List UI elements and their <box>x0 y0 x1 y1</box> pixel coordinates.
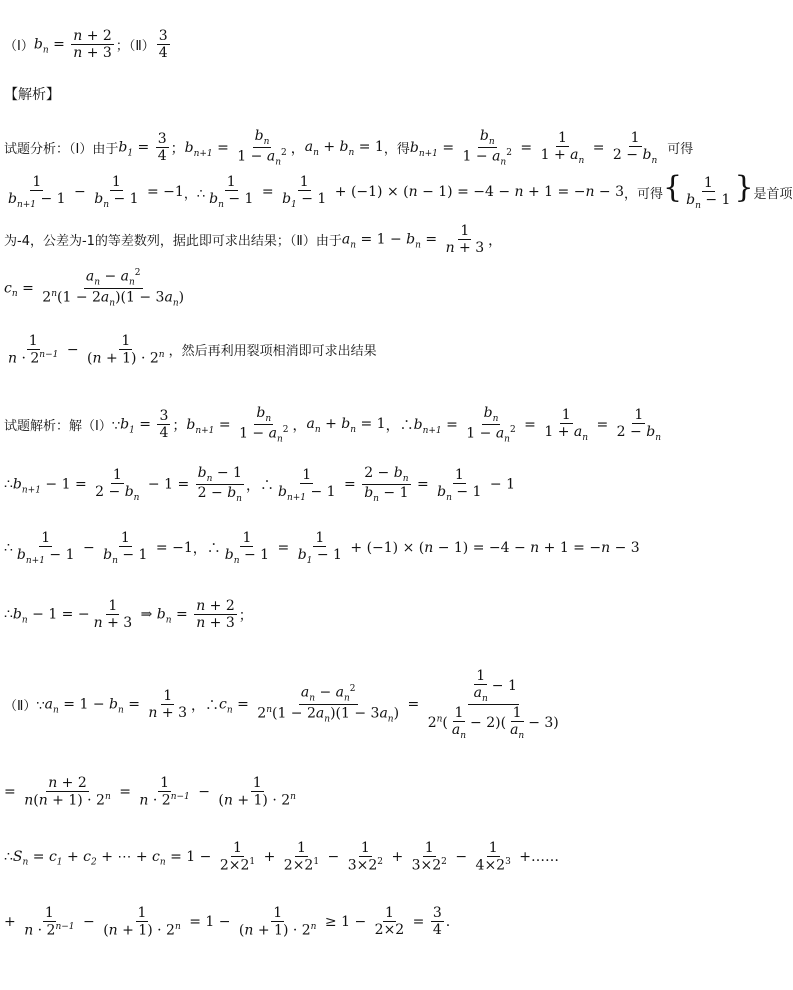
analysis-line-3: 为-4，公差为-1的等差数列，据此即可求出结果；（Ⅱ）由于 $a_n = 1 - b_n$ = $\frac{1}{n + 3}$ ， <box>4 223 503 257</box>
solution-line-4: $\therefore b_n - 1$ = − $\frac{1}{n + 3}$ ⇒ $b_n$ = $\frac{n + 2}{n + 3}$ ； <box>4 598 253 632</box>
section-heading: 【解析】 <box>4 87 60 103</box>
answer-part1-formula: $b_n$ = $\frac{n + 2}{n + 3}$ <box>33 28 112 62</box>
answer-separator: ；（Ⅱ） <box>115 39 155 55</box>
analysis-line-2: $\frac{1}{b_{n+1} - 1}$ − $\frac{1}{b_n - 1}$ = −1 ，∴ $\frac{1}{b_n - 1}$ = $\frac{1}{b_1 - 1}$ + (−1) × (n − 1) = −4 − n + 1 = −n − 3 ，可得 { $\frac{1}{b_n - 1}$ } 是首项 <box>8 170 793 211</box>
answer-part1-label: （Ⅰ） <box>4 39 34 55</box>
solution-line-7: $\therefore S_n = c_1 + c_2$ + ⋯ + $c_n = 1$ − $\frac{1}{2\times 2^1}$ + $\frac{1}{2\times 2^1}$ − $\frac{1}{3\times 2^2}$ + $\frac{1}{3\times 2^2}$ − $\frac{1}{4\times 2^3}$ +…… <box>4 840 560 874</box>
solution-line-5: （Ⅱ）∵ $a_n = 1 - b_n$ = $\frac{1}{n + 3}$ ，∴ $c_n$ = $\frac{a_n - a_n^2}{2^n(1 - 2a_n)(1 - 3a_n)}$ = $\frac{1}{a_n}$ − 1 2$^n$( $\frac{1}{a_n}$ − 2)( $\frac{1}{a_n}$ − 3) <box>4 668 559 742</box>
solution-line-2: $\therefore b_{n+1} - 1$ = $\frac{1}{2 - b_n}$ − 1 = $\frac{b_n - 1}{2 - b_n}$ ，∴ $\frac{1}{b_{n+1} - 1}$ = $\frac{2 - b_n}{b_n - 1}$ = $\frac{1}{b_n - 1}$ − 1 <box>4 465 516 504</box>
solution-line-6: = $\frac{n + 2}{n(n + 1) \cdot 2^n}$ = $\frac{1}{n \cdot 2^{n-1}}$ − $\frac{1}{(n + 1) \cdot 2^n}$ <box>4 775 296 809</box>
solution-line-1: 试题解析：解（Ⅰ）∵ $b_1$ = $\frac{3}{4}$ ； $b_{n+1}$ = $\frac{b_n}{1 - a_n^2}$ ， $a_n + b_n = 1$ ，∴ $b_{n+1}$ = $\frac{b_n}{1 - a_n^2}$ = $\frac{1}{1 + a_n}$ = $\frac{1}{2 - b_n}$ <box>4 405 661 445</box>
analysis-line-5: $\frac{1}{n \cdot 2^{n-1}}$ − $\frac{1}{(n + 1) \cdot 2^n}$ ，然后再利用裂项相消即可求出结果 <box>8 333 377 367</box>
answer-line <box>4 28 172 61</box>
answer-part2-fraction: $\frac{3}{4}$ <box>158 28 168 62</box>
solution-line-8: + $\frac{1}{n \cdot 2^{n-1}}$ − $\frac{1}{(n + 1) \cdot 2^n}$ = 1 − $\frac{1}{(n + 1) \cdot 2^n}$ ≥ 1 − $\frac{1}{2\times 2}$ = $\frac{3}{4}$ . <box>4 905 451 939</box>
analysis-line-4: $c_n$ = $\frac{a_n - a_n^2}{2^n(1 - 2a_n)(1 - 3a_n)}$ <box>4 268 185 309</box>
solution-line-3: ∴ $\frac{1}{b_{n+1} - 1}$ − $\frac{1}{b_n - 1}$ = −1 ，∴ $\frac{1}{b_n - 1}$ = $\frac{1}{b_1 - 1}$ + (−1) × (n − 1) = −4 − n + 1 = −n − 3 <box>4 530 640 566</box>
analysis-line-1: 试题分析：（Ⅰ）由于 $b_1$ = $\frac{3}{4}$ ； $b_{n+1}$ = $\frac{b_n}{1 - a_n^2}$ ， $a_n + b_n = 1$ ，得 $b_{n+1}$ = $\frac{b_n}{1 - a_n^2}$ = $\frac{1}{1 + a_n}$ = $\frac{1}{2 - b_n}$ 可得 <box>4 128 694 168</box>
